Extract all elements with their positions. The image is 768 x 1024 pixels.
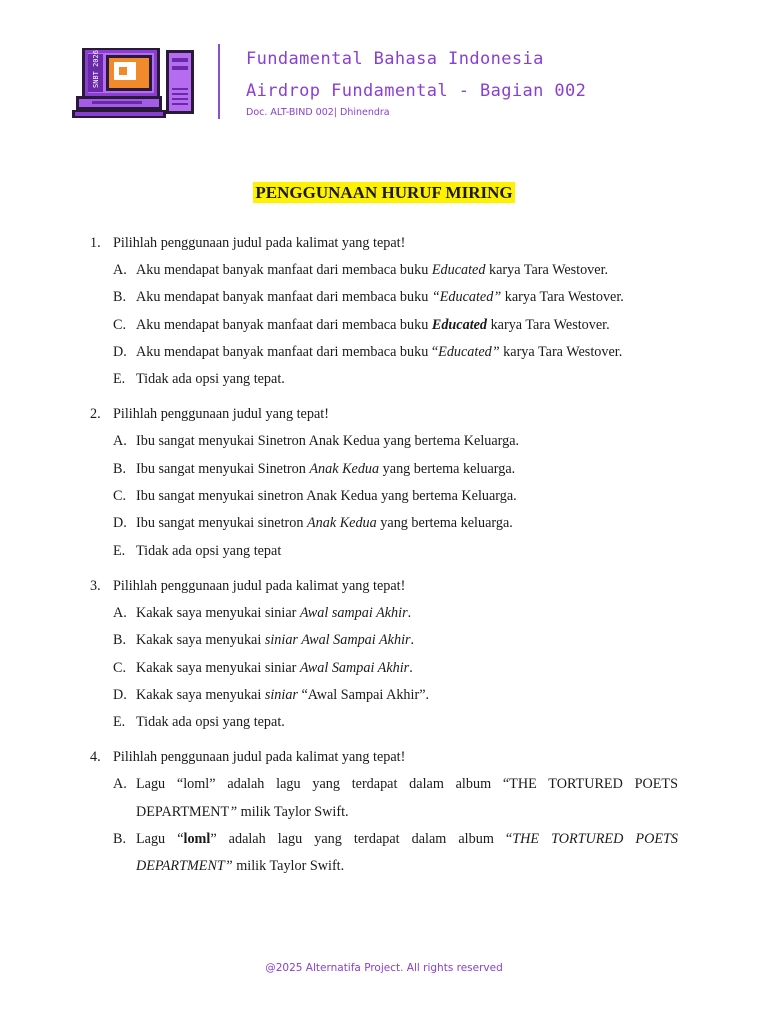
question-list — [90, 230, 678, 889]
option-letter: C. — [113, 316, 127, 333]
option-letter: E. — [113, 714, 126, 731]
option-text-part: Kakak saya menyukai — [136, 632, 265, 649]
option-text-part: Awal sampai Akhir — [299, 604, 408, 621]
option-text — [136, 483, 678, 510]
option-letter: C. — [113, 659, 127, 676]
question-row — [90, 401, 678, 428]
option-text — [136, 600, 678, 627]
option-text-part: Ibu sangat menyukai Sinetron — [136, 460, 310, 477]
question-number: 4. — [90, 749, 101, 766]
answer-option — [90, 284, 678, 311]
option-text-part: siniar Awal Sampai Akhir — [264, 632, 411, 649]
option-letter: B. — [113, 289, 127, 306]
question-item — [90, 230, 678, 393]
option-text-part: karya Tara Westover. — [501, 289, 624, 306]
option-text-part: Tidak ada opsi yang tepat. — [136, 371, 285, 388]
question-item — [90, 573, 678, 736]
option-text-part: Ibu sangat menyukai Sinetron Anak Kedua yang bertema Keluarga. — [136, 433, 520, 450]
option-letter: E. — [113, 371, 126, 388]
option-text-part: Tidak ada opsi yang tepat — [136, 542, 282, 559]
section-title — [0, 183, 768, 203]
option-text — [136, 538, 678, 565]
option-letter: D. — [113, 515, 127, 532]
option-letter: A. — [113, 433, 127, 450]
answer-option — [90, 366, 678, 393]
option-text-part: Aku mendapat banyak manfaat dari membaca buku — [136, 316, 432, 333]
answer-option — [90, 538, 678, 565]
answer-option — [90, 456, 678, 483]
answer-option — [90, 483, 678, 510]
document-reference: Doc. ALT-BIND 002| Dhinendra — [246, 107, 390, 118]
option-text-part: Ibu sangat menyukai sinetron — [136, 515, 307, 532]
option-text-part: Lagu “loml” adalah lagu yang terdapat dalam album “THE TORTURED POETS DEPARTMENT — [136, 776, 678, 820]
option-text-part: “Awal Sampai Akhir”. — [297, 686, 430, 703]
option-text — [136, 339, 678, 366]
option-letter: B. — [113, 632, 127, 649]
svg-text:SNBT 2026: SNBT 2026 — [92, 50, 100, 88]
option-text-part: Awal Sampai Akhir — [299, 659, 410, 676]
option-text-part: . — [409, 659, 413, 676]
answer-option — [90, 339, 678, 366]
option-text — [136, 655, 678, 682]
option-text-part: “Educated” — [431, 289, 502, 306]
answer-option — [90, 312, 678, 339]
option-text-part: karya Tara Westover. — [485, 262, 609, 278]
answer-option — [90, 257, 678, 284]
option-text-part: Lagu “ — [136, 831, 184, 848]
option-text — [136, 682, 678, 709]
question-item — [90, 744, 678, 880]
option-text-part: Ibu sangat menyukai sinetron Anak Kedua yang bertema Keluarga. — [136, 488, 517, 505]
option-text-part: Kakak saya menyukai siniar — [136, 604, 300, 621]
option-text — [136, 510, 678, 537]
option-text-part: . — [410, 632, 415, 649]
option-text-part: siniar — [264, 686, 298, 703]
option-text — [136, 627, 678, 654]
option-text-part: yang bertema keluarga. — [379, 460, 516, 477]
answer-option — [90, 627, 678, 654]
option-letter: D. — [113, 686, 127, 703]
question-row — [90, 230, 678, 257]
option-letter: B. — [113, 831, 127, 848]
option-text-part: loml — [183, 831, 211, 848]
answer-option — [90, 682, 678, 709]
option-text-part: Kakak saya menyukai siniar — [136, 659, 300, 676]
option-text-part: Tidak ada opsi yang tepat. — [136, 714, 285, 731]
question-item — [90, 401, 678, 564]
option-letter: A. — [113, 776, 127, 793]
option-text-part: . — [407, 604, 412, 621]
option-text — [136, 771, 678, 826]
option-letter: E. — [113, 542, 126, 559]
option-letter: B. — [113, 460, 127, 477]
option-text-part: Aku mendapat banyak manfaat dari membaca buku “ — [136, 343, 439, 360]
option-text-part: Anak Kedua — [309, 460, 380, 477]
option-letter: D. — [113, 343, 127, 360]
option-text — [136, 456, 678, 483]
answer-option — [90, 510, 678, 537]
header-subtitle: Airdrop Fundamental - Bagian 002 — [246, 81, 587, 101]
option-text — [136, 257, 678, 284]
answer-option — [90, 600, 678, 627]
header-title: Fundamental Bahasa Indonesia — [246, 49, 544, 69]
option-text — [136, 709, 678, 736]
option-text-part: Kakak saya menyukai — [136, 686, 265, 703]
option-text — [136, 428, 678, 455]
option-text-part: Educated — [431, 262, 486, 278]
option-text-part: ” adalah lagu yang terdapat dalam album “ — [210, 831, 513, 848]
option-text-part: milik Taylor Swift. — [237, 803, 349, 820]
answer-option — [90, 771, 678, 826]
option-text-part: karya Tara Westover. — [487, 316, 610, 333]
header-divider — [218, 44, 220, 119]
answer-option — [90, 428, 678, 455]
option-text-part: Educated — [431, 316, 488, 333]
option-text-part: Aku mendapat banyak manfaat dari membaca buku — [136, 289, 432, 306]
option-text-part: Aku mendapat banyak manfaat dari membaca buku — [136, 262, 432, 278]
question-number: 1. — [90, 235, 101, 251]
option-letter: A. — [113, 604, 127, 621]
option-text-part: milik Taylor Swift. — [232, 858, 345, 875]
option-letter: A. — [113, 262, 127, 278]
option-text-part: Anak Kedua — [307, 515, 377, 532]
retro-computer-icon — [72, 44, 196, 120]
question-text: Pilihlah penggunaan judul pada kalimat yang tepat! — [113, 235, 406, 251]
option-letter: C. — [113, 488, 127, 505]
answer-option — [90, 826, 678, 881]
question-text: Pilihlah penggunaan judul pada kalimat yang tepat! — [113, 749, 406, 766]
option-text — [136, 312, 678, 339]
option-text-part: karya Tara Westover. — [499, 343, 623, 360]
option-text — [136, 284, 678, 311]
option-text-part: Educated” — [438, 343, 500, 360]
question-text: Pilihlah penggunaan judul pada kalimat yang tepat! — [113, 577, 406, 594]
option-text — [136, 366, 678, 393]
question-number: 3. — [90, 577, 101, 594]
option-text-part: ” — [229, 803, 238, 820]
option-text-part: THE TORTURED POETS DEPARTMENT” — [136, 831, 678, 875]
question-text: Pilihlah penggunaan judul yang tepat! — [113, 406, 329, 423]
option-text — [136, 826, 678, 881]
question-number: 2. — [90, 406, 101, 423]
footer-copyright: @2025 Alternatifa Project. All rights reserved — [265, 962, 503, 974]
answer-option — [90, 655, 678, 682]
question-row — [90, 744, 678, 771]
question-row — [90, 573, 678, 600]
answer-option — [90, 709, 678, 736]
section-title-text: PENGGUNAAN HURUF MIRING — [255, 183, 513, 202]
option-text-part: yang bertema keluarga. — [376, 515, 513, 532]
document-header — [0, 0, 768, 130]
